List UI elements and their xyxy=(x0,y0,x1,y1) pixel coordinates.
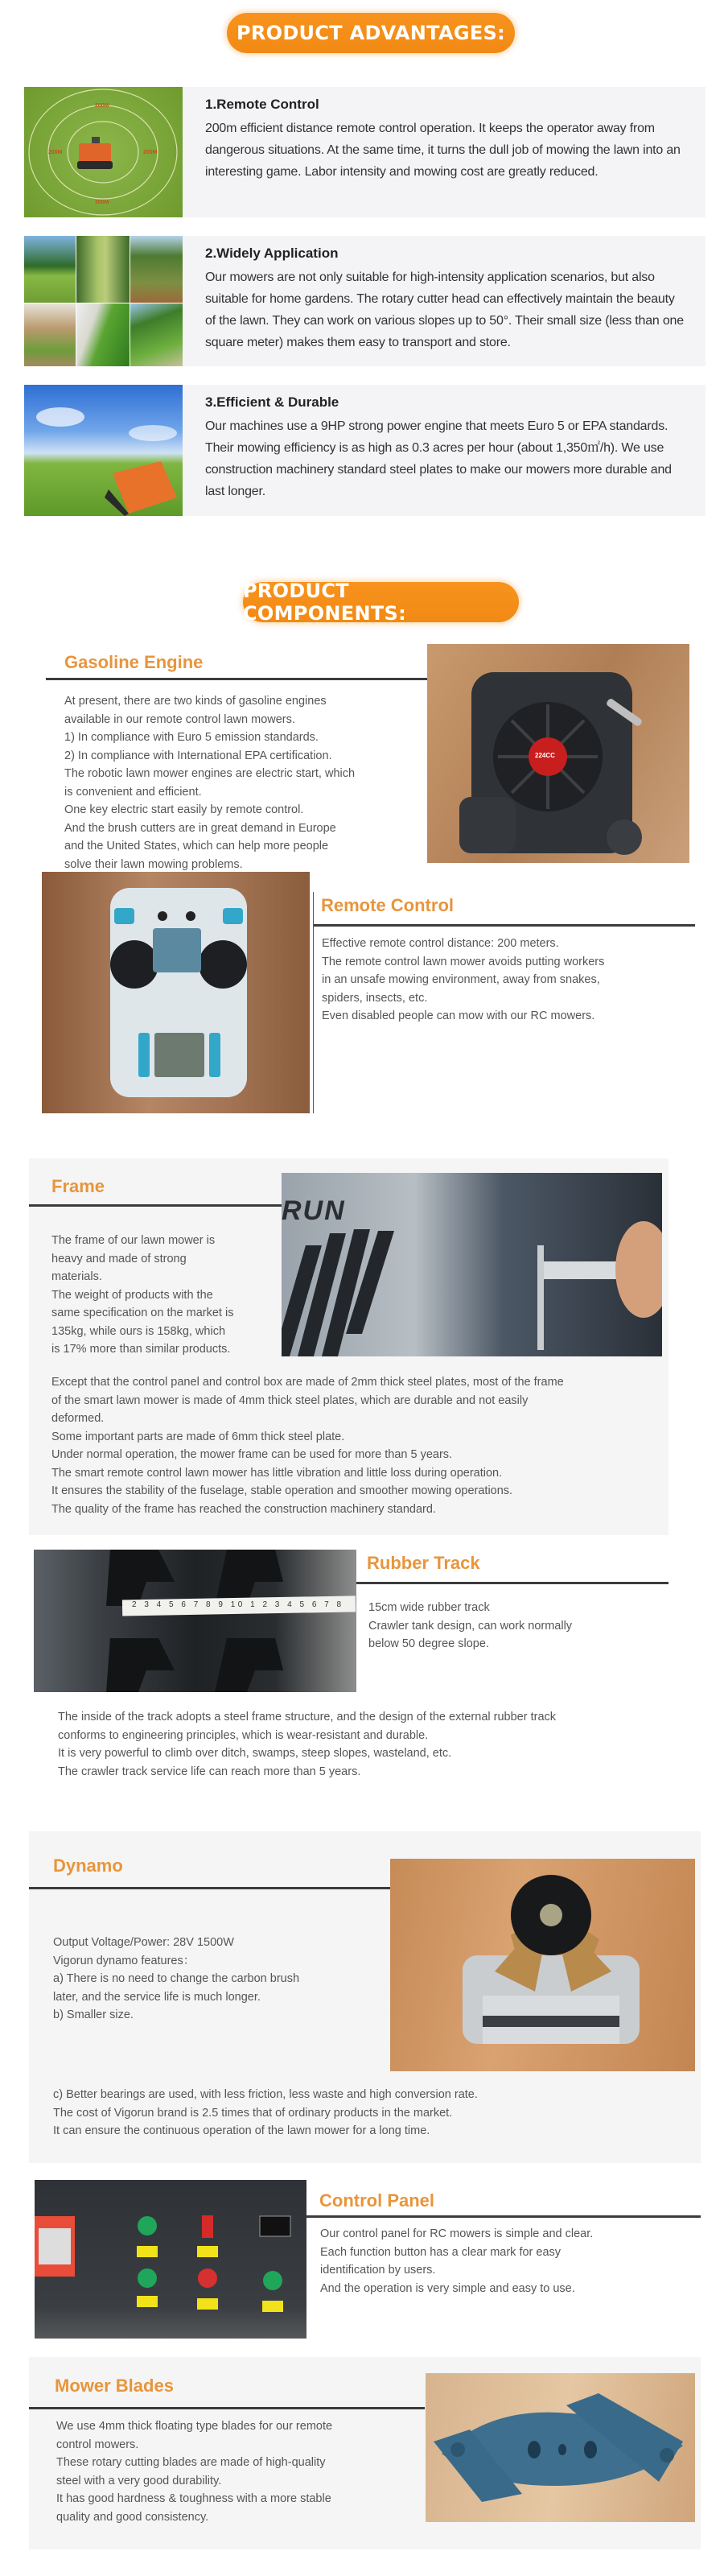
advantages-header xyxy=(227,13,515,53)
text-line: and the United States, which can help more people xyxy=(64,840,329,852)
text-line: c) Better bearings are used, with less friction, less waste and high conversion rate. xyxy=(53,2088,478,2101)
control-panel-divider xyxy=(306,2215,701,2218)
frame-divider xyxy=(29,1204,282,1207)
control-panel-image xyxy=(35,2180,306,2339)
control-panel-title: Control Panel xyxy=(319,2190,435,2211)
text-line: It can ensure the continuous operation of the lawn mower for a long time. xyxy=(53,2124,430,2137)
components-header xyxy=(243,580,519,625)
advantage-body: Our mowers are not only suitable for high-intensity application scenarios, but also suitable for home gardens. The rotary cutter head can effectively maintain the beauty of the lawn. They can work on various slopes up to 50°. Their small size (less than one square meter) makes them easy to transport and store. xyxy=(205,270,684,349)
text-line: Under normal operation, the mower frame can be used for more than 5 years. xyxy=(51,1448,453,1461)
text-line: The weight of products with the xyxy=(51,1288,213,1302)
advantage-title: 3.Efficient & Durable xyxy=(205,394,339,410)
text-line: Crawler tank design, can work normally xyxy=(368,1619,573,1633)
advantage-body: 200m efficient distance remote control operation. It keeps the operator away from dangerous situations. At the same time, it turns the dull job of mowing the lawn into an interesting game. Labor intensity and mowing cost are greatly reduced. xyxy=(205,122,681,179)
text-line: Except that the control panel and control box are made of 2mm thick steel plates, most of the frame xyxy=(51,1376,564,1389)
engine-graphic xyxy=(427,644,689,863)
text-line: 15cm wide rubber track xyxy=(368,1601,490,1614)
gasoline-engine-divider xyxy=(46,678,427,680)
text-line: At present, there are two kinds of gasoline engines xyxy=(64,695,327,708)
range-label-right: 200M xyxy=(143,150,158,155)
advantage-body: Our machines use a 9HP strong power engine that meets Euro 5 or EPA standards. Their mowing efficiency is as high as 0.3 acres per hour (about 1,350㎡/h). We use construction machinery standard steel plates to make our mowers more durable and last longer. xyxy=(205,419,672,498)
remote-control-title: Remote Control xyxy=(321,895,454,915)
range-label-left: 200M xyxy=(48,150,63,155)
text-line: available in our remote control lawn mowers. xyxy=(64,712,295,726)
text-line: of the smart lawn mower is made of 4mm thick steel plates, which are durable and not easily xyxy=(51,1393,529,1407)
frame-image xyxy=(282,1173,662,1356)
mower-field-image xyxy=(24,385,183,516)
rubber-track-divider xyxy=(356,1582,668,1584)
range-label-top: 200M xyxy=(95,103,109,109)
dynamo-image xyxy=(390,1859,695,2071)
text-line: 135kg, while ours is 158kg, which xyxy=(51,1324,226,1338)
gasoline-engine-image xyxy=(427,644,689,863)
text-line: is 17% more than similar products. xyxy=(51,1343,231,1356)
text-line: Each function button has a clear mark for easy xyxy=(320,2245,562,2259)
remote-control-text xyxy=(322,935,604,1026)
mower-blades-divider xyxy=(29,2407,425,2409)
text-line: The cost of Vigorun brand is 2.5 times that of ordinary products in the market. xyxy=(53,2106,453,2120)
text-line: Output Voltage/Power: 28V 1500W xyxy=(53,1936,234,1949)
text-line: same specification on the market is xyxy=(51,1307,234,1319)
advantage-card-efficient-durable xyxy=(183,385,705,516)
text-line: Our control panel for RC mowers is simple and clear. xyxy=(320,2227,594,2240)
text-line: steel with a very good durability. xyxy=(56,2474,222,2487)
text-line: It ensures the stability of the fuselage, stable operation and smoother mowing operations. xyxy=(51,1484,513,1497)
rubber-track-image xyxy=(34,1550,356,1692)
panel-buttons-graphic xyxy=(35,2180,306,2339)
text-line: Effective remote control distance: 200 meters. xyxy=(322,937,559,950)
text-line: in an unsafe mowing environment, away from snakes, xyxy=(322,973,600,986)
dynamo-graphic xyxy=(390,1859,695,2071)
text-line: 2) In compliance with International EPA certification. xyxy=(64,749,332,762)
rubber-track-text xyxy=(368,1599,572,1653)
frame-title: Frame xyxy=(51,1176,105,1196)
frame-more-text xyxy=(51,1373,564,1518)
gasoline-engine-text xyxy=(64,692,355,873)
text-line: And the operation is very simple and easy to use. xyxy=(320,2281,575,2295)
tape-measure-marks: 2 3 4 5 6 7 8 9 10 1 2 3 4 5 6 7 8 xyxy=(132,1600,344,1609)
text-line: It has good hardness & toughness with a more stable xyxy=(56,2492,331,2505)
text-line: Even disabled people can mow with our RC mowers. xyxy=(322,1009,595,1022)
text-line: identification by users. xyxy=(320,2264,436,2277)
text-line: quality and good consistency. xyxy=(56,2510,209,2524)
text-line: control mowers. xyxy=(56,2438,139,2451)
dynamo-text xyxy=(53,1934,299,2025)
control-panel-text xyxy=(320,2225,593,2297)
text-line: solve their lawn mowing problems. xyxy=(64,857,243,871)
range-label-bottom: 200M xyxy=(95,200,109,205)
text-line: deformed. xyxy=(51,1412,105,1425)
rubber-track-title: Rubber Track xyxy=(367,1553,480,1573)
text-line: These rotary cutting blades are made of high-quality xyxy=(56,2456,326,2469)
text-line: Vigorun dynamo features： xyxy=(53,1954,195,1967)
text-line: heavy and made of strong xyxy=(51,1252,187,1265)
track-graphic xyxy=(34,1550,356,1692)
text-line: conforms to engineering principles, which is wear-resistant and durable. xyxy=(58,1728,429,1742)
frame-text xyxy=(51,1232,233,1359)
text-line: The remote control lawn mower avoids putting workers xyxy=(322,955,605,968)
text-line: The smart remote control lawn mower has little vibration and little loss during operation. xyxy=(51,1466,503,1480)
advantage-card-widely-application xyxy=(183,236,705,366)
text-line: is convenient and efficient. xyxy=(64,785,202,799)
dynamo-divider xyxy=(29,1887,390,1889)
text-line: 1) In compliance with Euro 5 emission standards. xyxy=(64,731,319,744)
landscape-collage-image xyxy=(24,236,183,366)
text-line: The quality of the frame has reached the construction machinery standard. xyxy=(51,1502,436,1516)
text-line: spiders, insects, etc. xyxy=(322,991,428,1005)
engine-cc-label: 224CC xyxy=(535,752,555,759)
mower-photo-graphic xyxy=(24,385,183,516)
text-line: The inside of the track adopts a steel frame structure, and the design of the external rubber track xyxy=(58,1711,557,1724)
text-line: The robotic lawn mower engines are electric start, which xyxy=(64,767,356,780)
mower-blades-text xyxy=(56,2417,332,2526)
remote-range-image xyxy=(24,87,183,217)
dynamo-more-text xyxy=(53,2086,478,2140)
text-line: later, and the service life is much longer. xyxy=(53,1990,261,2004)
advantage-card-remote-control xyxy=(183,87,705,217)
transmitter-graphic xyxy=(42,872,310,1113)
text-line: The crawler track service life can reach more than 5 years. xyxy=(58,1765,361,1778)
text-line: Some important parts are made of 6mm thick steel plate. xyxy=(51,1430,345,1443)
text-line: It is very powerful to climb over ditch, swamps, steep slopes, wasteland, etc. xyxy=(58,1747,452,1760)
advantage-title: 2.Widely Application xyxy=(205,246,339,261)
frame-brand-cutout: RUN xyxy=(282,1195,346,1226)
text-line: And the brush cutters are in great demand in Europe xyxy=(64,821,336,835)
blade-graphic xyxy=(426,2373,695,2522)
text-line: below 50 degree slope. xyxy=(368,1637,489,1650)
advantages-header-text: PRODUCT ADVANTAGES: xyxy=(236,22,506,44)
text-line: The frame of our lawn mower is xyxy=(51,1234,216,1247)
text-line: b) Smaller size. xyxy=(53,2008,134,2021)
text-line: a) There is no need to change the carbon brush xyxy=(53,1972,300,1985)
gasoline-engine-title: Gasoline Engine xyxy=(64,652,204,672)
text-line: We use 4mm thick floating type blades for our remote xyxy=(56,2420,333,2433)
components-header-text: PRODUCT COMPONENTS: xyxy=(243,580,407,625)
remote-control-divider xyxy=(314,924,695,927)
mower-blades-title: Mower Blades xyxy=(55,2376,174,2396)
advantage-title: 1.Remote Control xyxy=(205,97,319,112)
mower-blades-image xyxy=(426,2373,695,2522)
mower-icon xyxy=(77,137,113,169)
text-line: One key electric start easily by remote control. xyxy=(64,803,304,816)
text-line: materials. xyxy=(51,1270,102,1283)
remote-control-image xyxy=(42,872,310,1113)
dynamo-title: Dynamo xyxy=(53,1856,123,1876)
rubber-track-more-text xyxy=(58,1708,556,1781)
